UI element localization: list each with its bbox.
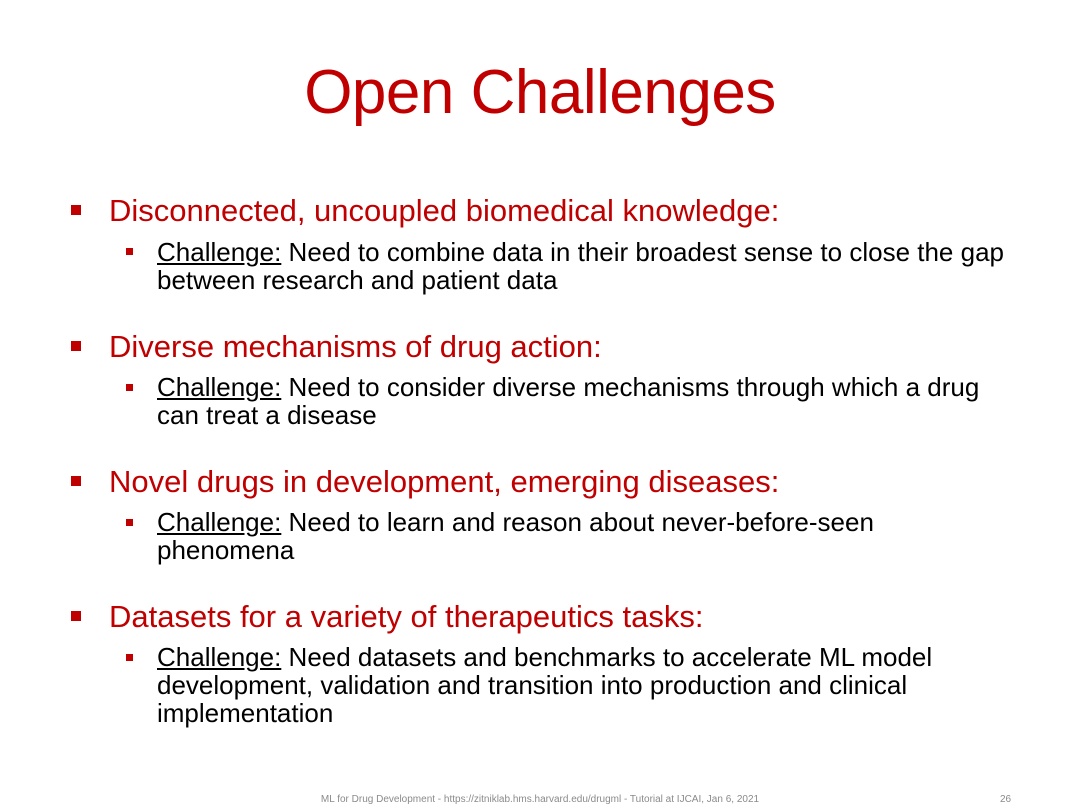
bullet-heading: Novel drugs in development, emerging diseases:	[109, 464, 780, 499]
square-bullet-icon	[71, 205, 81, 215]
square-bullet-icon	[126, 654, 133, 661]
challenge-label: Challenge:	[157, 507, 282, 537]
challenge-description: Need to learn and reason about never-before-seen phenomena	[157, 507, 874, 565]
square-bullet-icon	[126, 248, 133, 255]
challenge-text	[157, 238, 1017, 294]
square-bullet-icon	[71, 611, 81, 621]
challenge-description: Need datasets and benchmarks to accelerate ML model development, validation and transition into production and clinical implementation	[157, 642, 933, 728]
slide-footer: ML for Drug Development - https://zitniklab.hms.harvard.edu/drugml - Tutorial at IJCAI, Jan 6, 2021	[320, 794, 760, 805]
challenge-label: Challenge:	[157, 372, 282, 402]
square-bullet-icon	[71, 341, 81, 351]
slide-title: Open Challenges	[304, 58, 776, 127]
challenge-label: Challenge:	[157, 642, 282, 672]
square-bullet-icon	[126, 384, 133, 391]
challenge-description: Need to combine data in their broadest sense to close the gap between research and patient data	[157, 237, 1004, 295]
challenge-description: Need to consider diverse mechanisms through which a drug can treat a disease	[157, 372, 980, 430]
challenge-text	[157, 373, 1017, 429]
bullet-heading: Disconnected, uncoupled biomedical knowledge:	[109, 193, 780, 228]
square-bullet-icon	[126, 519, 133, 526]
challenge-text	[157, 643, 1017, 727]
bullet-heading: Diverse mechanisms of drug action:	[109, 329, 602, 364]
challenge-label: Challenge:	[157, 237, 282, 267]
bullet-heading: Datasets for a variety of therapeutics tasks:	[109, 599, 704, 634]
page-number: 26	[1000, 794, 1012, 805]
square-bullet-icon	[71, 476, 81, 486]
challenge-text	[157, 508, 1017, 564]
